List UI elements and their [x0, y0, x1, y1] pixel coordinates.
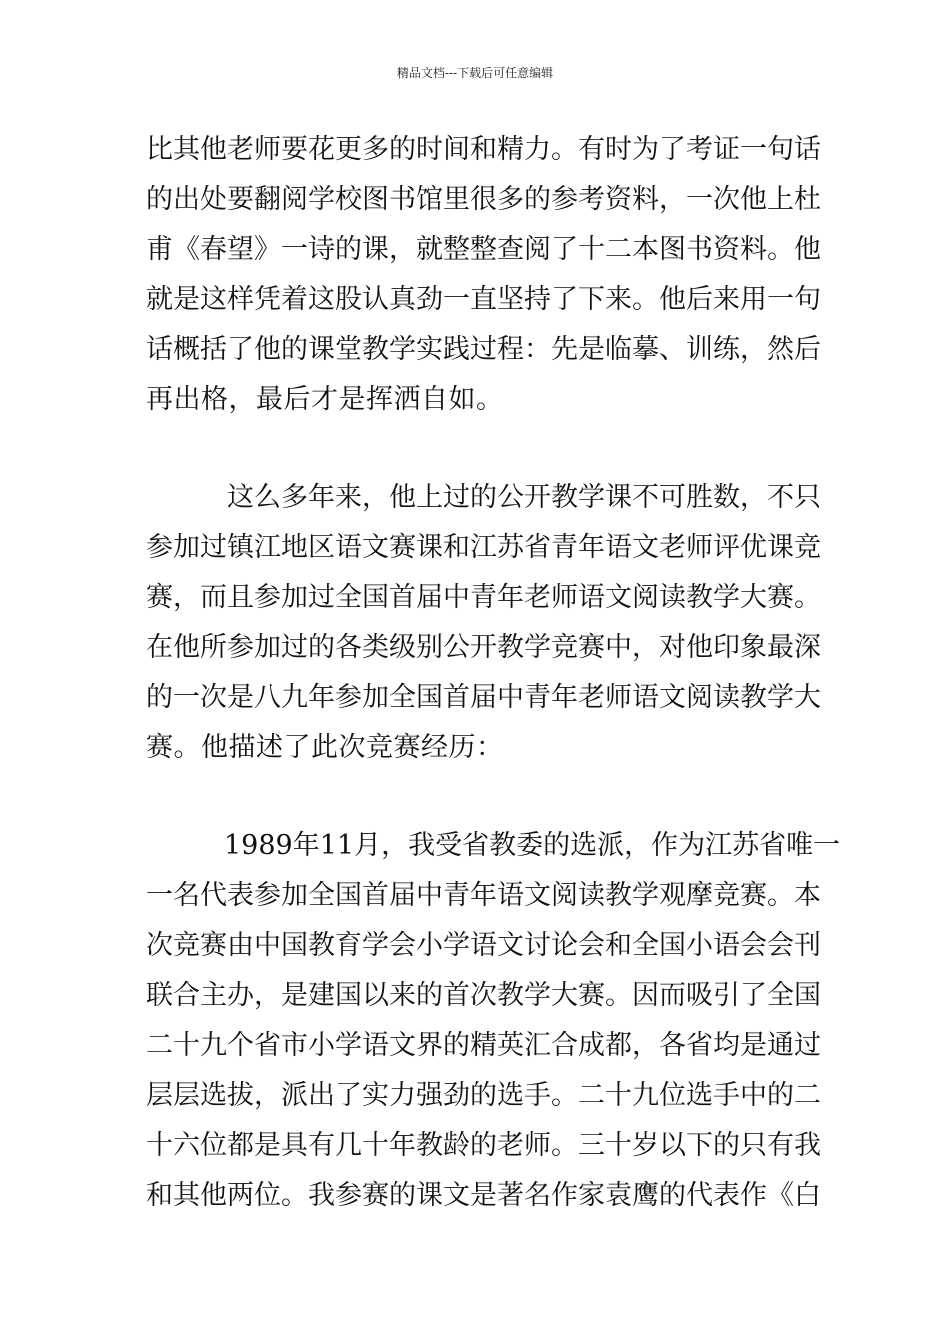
- paragraph-1-line-1: 比 其 他 老 师 要 花 更 多 的 时 间 和 精 力 。 有 时 为 了 考 证 一 句 话: [146, 134, 821, 165]
- paragraph-3-line-6: 层 层 选 拔 ， 派 出 了 实 力 强 劲 的 选 手 。 二 十 九 位 选 手 中 的 二: [146, 1080, 821, 1111]
- paragraph-1-line-3: 甫 《 春 望 》 一 诗 的 课 ， 就 整 整 查 阅 了 十 二 本 图 书 资 料 。 他: [146, 234, 821, 265]
- paragraph-2-line-5: 的 一 次 是 八 九 年 参 加 全 国 首 届 中 青 年 老 师 语 文 阅 读 教 学 大: [146, 682, 821, 713]
- paragraph-3-line-4: 联 合 主 办 ， 是 建 国 以 来 的 首 次 教 学 大 赛 。 因 而 吸 引 了 全 国: [146, 980, 821, 1011]
- paragraph-2-line-3: 赛 ， 而 且 参 加 过 全 国 首 届 中 青 年 老 师 语 文 阅 读 教 学 大 赛 。: [146, 582, 821, 613]
- paragraph-2-line-6: 赛。他描述了此次竞赛经历：: [146, 732, 504, 763]
- paragraph-3-line-1: 1989 年 11 月 ， 我 受 省 教 委 的 选 派 ， 作 为 江 苏 省 唯 一: [224, 830, 841, 861]
- paragraph-2-line-2: 参 加 过 镇 江 地 区 语 文 赛 课 和 江 苏 省 青 年 语 文 老 师 评 优 课 竞: [146, 532, 821, 563]
- paragraph-3-line-7: 十 六 位 都 是 具 有 几 十 年 教 龄 的 老 师 。 三 十 岁 以 下 的 只 有 我: [146, 1130, 821, 1161]
- paragraph-3-line-2: 一 名 代 表 参 加 全 国 首 届 中 青 年 语 文 阅 读 教 学 观 摩 竞 赛 。 本: [146, 880, 821, 911]
- paragraph-2-line-1: 这 么 多 年 来 ， 他 上 过 的 公 开 教 学 课 不 可 胜 数 ， 不 只: [227, 482, 821, 513]
- paragraph-1-line-4: 就 是 这 样 凭 着 这 股 认 真 劲 一 直 坚 持 了 下 来 。 他 后 来 用 一 句: [146, 284, 821, 315]
- paragraph-3-line-8: 和 其 他 两 位 。 我 参 赛 的 课 文 是 著 名 作 家 袁 鹰 的 代 表 作 《 白: [146, 1180, 821, 1211]
- paragraph-1-line-6: 再出格，最后才是挥洒自如。: [146, 384, 504, 415]
- paragraph-2-line-4: 在 他 所 参 加 过 的 各 类 级 别 公 开 教 学 竞 赛 中 ， 对 他 印 象 最 深: [146, 632, 821, 663]
- paragraph-1-line-5: 话 概 括 了 他 的 课 堂 教 学 实 践 过 程 ： 先 是 临 摹 、 训 练 ， 然 后: [146, 334, 821, 365]
- paragraph-3-line-5: 二 十 九 个 省 市 小 学 语 文 界 的 精 英 汇 合 成 都 ， 各 省 均 是 通 过: [146, 1030, 821, 1061]
- page-header: 精品文档---下载后可任意编辑: [396, 66, 554, 80]
- paragraph-3-line-3: 次 竞 赛 由 中 国 教 育 学 会 小 学 语 文 讨 论 会 和 全 国 小 语 会 会 刊: [146, 930, 821, 961]
- paragraph-1-line-2: 的 出 处 要 翻 阅 学 校 图 书 馆 里 很 多 的 参 考 资 料 ， 一 次 他 上 杜: [146, 184, 821, 215]
